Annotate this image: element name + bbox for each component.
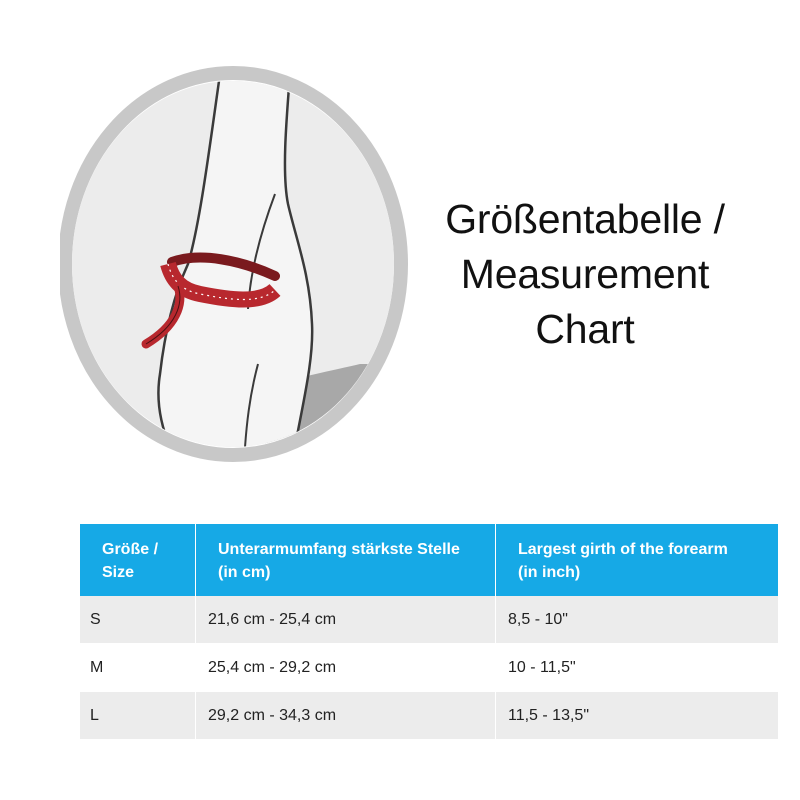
table-header-row [80, 524, 778, 596]
cell-inch: 8,5 - 10" [496, 596, 778, 644]
forearm-measuring-tape-icon [60, 64, 410, 464]
forearm-measurement-illustration [60, 64, 410, 464]
header-girth-cm: Unterarmumfang stärkste Stelle (in cm) [196, 524, 496, 596]
cell-size: S [80, 596, 196, 644]
title-line-2: Measurement [460, 251, 710, 297]
title-line-1: Größentabelle / [445, 196, 725, 242]
table-row [80, 692, 778, 740]
cell-cm: 25,4 cm - 29,2 cm [196, 644, 496, 692]
table-row [80, 596, 778, 644]
cell-cm: 21,6 cm - 25,4 cm [196, 596, 496, 644]
size-chart-table [80, 524, 778, 740]
header-girth-inch: Largest girth of the forearm (in inch) [496, 524, 778, 596]
header-size: Größe / Size [80, 524, 196, 596]
page-title [420, 192, 750, 357]
cell-size: M [80, 644, 196, 692]
table-row [80, 644, 778, 692]
cell-cm: 29,2 cm - 34,3 cm [196, 692, 496, 740]
cell-size: L [80, 692, 196, 740]
cell-inch: 10 - 11,5" [496, 644, 778, 692]
title-line-3: Chart [535, 306, 635, 352]
cell-inch: 11,5 - 13,5" [496, 692, 778, 740]
